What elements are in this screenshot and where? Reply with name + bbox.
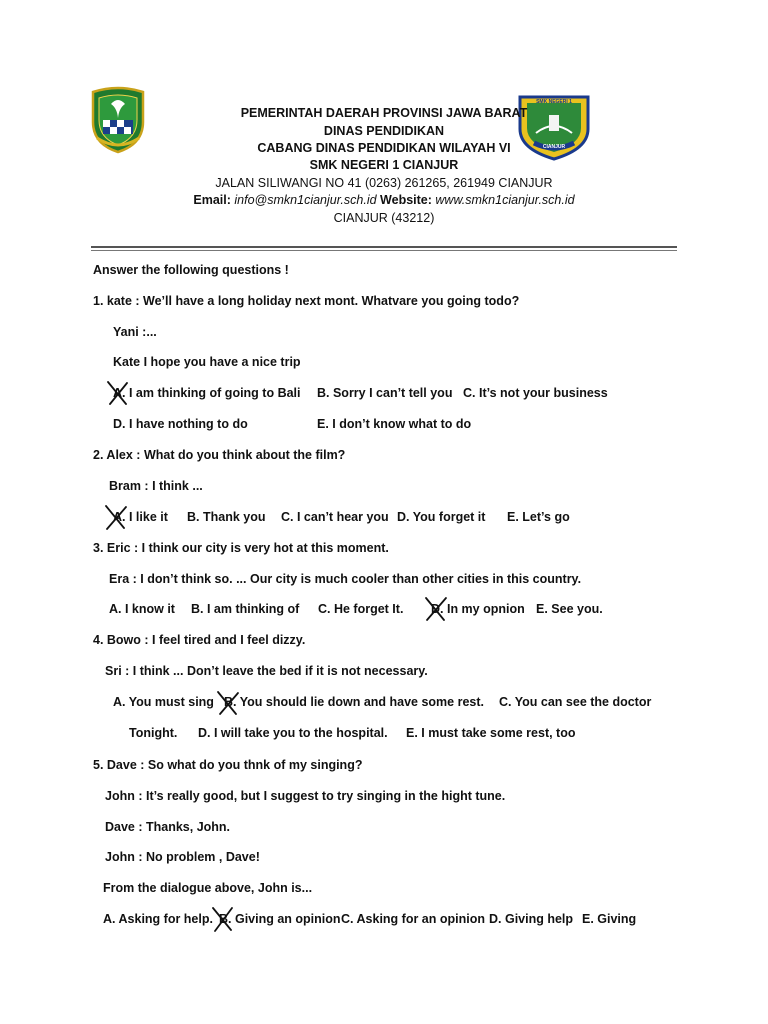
answer-cross-mark-q4 [216,690,240,716]
q4-option-b: B. You should lie down and have some rest. [224,695,485,709]
q5-prompt: 5. Dave : So what do you thnk of my singing? [93,758,363,772]
q3-prompt: 3. Eric : I think our city is very hot at this moment. [93,541,389,555]
school-logo-top-text: SMK NEGERI 1 [536,99,572,105]
q2-option-e: E. Let’s go [507,510,570,524]
q4-dialogue-sri: Sri : I think ... Don’t leave the bed if it is not necessary. [105,664,428,678]
header-school-name: SMK NEGERI 1 CIANJUR [309,158,459,172]
q3-dialogue-era: Era : I don’t think so. ... Our city is much cooler than other cities in this country. [109,572,582,586]
answer-cross-mark-q3 [424,596,448,622]
answer-cross-mark-q2 [104,504,128,530]
website-link[interactable]: www.smkn1cianjur.sch.id [435,193,575,207]
q2-option-c: C. I can’t hear you [281,510,389,524]
header-divider-thick [91,246,677,248]
q5-option-c: C. Asking for an opinion [341,912,485,926]
q3-option-a: A. I know it [109,602,175,616]
header-government: PEMERINTAH DAERAH PROVINSI JAWA BARAT [240,106,528,120]
email-link[interactable]: info@smkn1cianjur.sch.id [234,193,377,207]
q2-option-a: A. I like it [113,510,168,524]
q3-option-b: B. I am thinking of [191,602,300,616]
q1-option-b: B. Sorry I can’t tell you [317,386,453,400]
q2-option-b: B. Thank you [187,510,266,524]
answer-cross-mark-q5 [211,906,235,932]
header-address: JALAN SILIWANGI NO 41 (0263) 261265, 261949 CIANJUR [215,176,553,190]
q5-dialogue-john-1: John : It’s really good, but I suggest to try singing in the hight tune. [105,789,506,803]
q5-option-a: A. Asking for help. [103,912,213,926]
answer-cross-mark-q1 [106,380,130,406]
q5-option-e: E. Giving [582,912,637,926]
header-branch: CABANG DINAS PENDIDIKAN WILAYAH VI [257,141,511,155]
q3-option-c: C. He forget It. [318,602,404,616]
q4-option-a: A. You must sing [113,695,214,709]
q3-option-e: E. See you. [536,602,603,616]
q1-option-a: A. I am thinking of going to Bali [113,386,301,400]
q1-dialogue-kate: Kate I hope you have a nice trip [113,355,301,369]
header-divider-thin [91,250,677,251]
q4-prompt: 4. Bowo : I feel tired and I feel dizzy. [93,633,306,647]
header-contact-line [0,192,768,209]
q5-question: From the dialogue above, John is... [103,881,313,895]
q2-prompt: 2. Alex : What do you think about the film? [93,448,346,462]
q4-option-c-continued: Tonight. [129,726,178,740]
q1-option-e: E. I don’t know what to do [317,417,472,431]
q5-dialogue-john-2: John : No problem , Dave! [105,850,260,864]
q1-dialogue-yani: Yani :... [113,325,157,339]
q4-option-c: C. You can see the doctor [499,695,652,709]
q4-option-e: E. I must take some rest, too [406,726,576,740]
header-city: CIANJUR (43212) [333,211,435,225]
q4-option-d: D. I will take you to the hospital. [198,726,388,740]
q5-option-d: D. Giving help [489,912,574,926]
q5-dialogue-dave: Dave : Thanks, John. [105,820,231,834]
q1-option-c: C. It’s not your business [463,386,608,400]
website-label: Website: [380,193,432,207]
q2-dialogue-bram: Bram : I think ... [109,479,203,493]
q2-option-d: D. You forget it [397,510,486,524]
school-logo-bottom-text: CIANJUR [542,144,566,150]
email-label: Email: [193,193,231,207]
q1-prompt: 1. kate : We’ll have a long holiday next mont. Whatvare you going todo? [93,294,520,308]
q1-option-d: D. I have nothing to do [113,417,248,431]
header-department: DINAS PENDIDIKAN [323,124,445,138]
q5-option-b: B. Giving an opinion [219,912,341,926]
q3-option-d: D. In my opnion [431,602,525,616]
instruction-text: Answer the following questions ! [93,263,289,277]
